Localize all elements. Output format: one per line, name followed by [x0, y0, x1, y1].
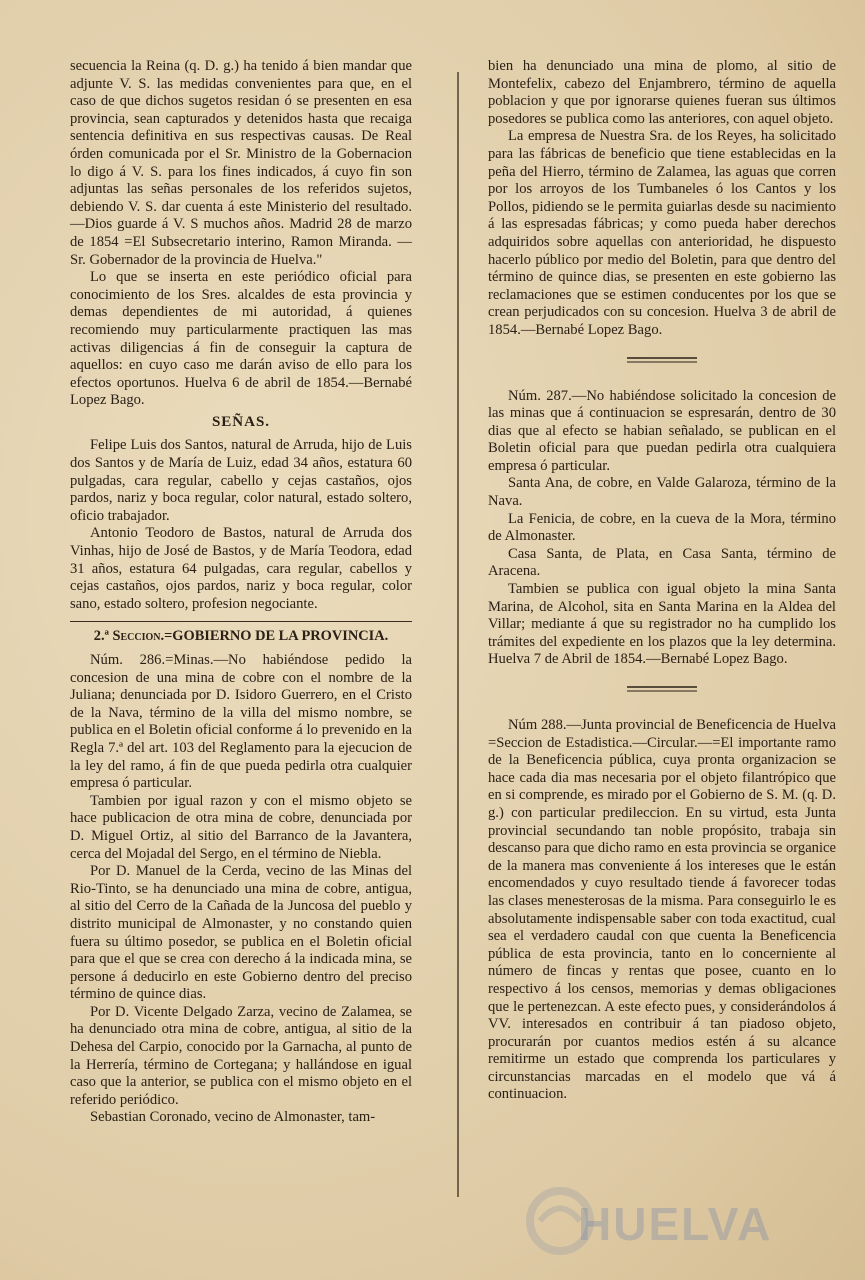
paragraph-description-antonio: Antonio Teodoro de Bastos, natural de Arruda dos Vinhas, hijo de José de Bastos, y de María Teodora, edad 31 años, estatura 64 pulgadas, cara regular, cabellos y cejas castaños, ojos pardos, nariz y boca regular, color sano, estado soltero, profesion negociante.: [70, 525, 412, 612]
section-title: =GOBIERNO DE LA PROVINCIA.: [164, 628, 389, 645]
ornament-divider-1: [627, 356, 697, 364]
paragraph-casa-santa: Casa Santa, de Plata, en Casa Santa, término de Aracena.: [488, 545, 836, 580]
paragraph-la-fenicia: La Fenicia, de cobre, en la cueva de la Mora, término de Almonaster.: [488, 510, 836, 545]
paragraph-santa-marina: Tambien se publica con igual objeto la mina Santa Marina, de Alcohol, sita en Santa Marina en la Aldea del Villar; mediante á que su registrador no ha cumplido los trámites del expediente en los plazos que la ley determina. Huelva 7 de Abril de 1854.—Bernabé Lopez Bago.: [488, 581, 836, 668]
paragraph-num-288: Núm 288.—Junta provincial de Beneficencia de Huelva =Seccion de Estadistica.—Circular.—=El importante ramo de la Beneficencia pública, cuya pronta organizacion se hace cada dia mas necesaria por el objeto filantrópico que en si comprende, es mirado por el Gobierno de S. M. (q. D. g.) con particular predileccion. En su virtud, esta Junta provincial secundando tan noble propósito, trabaja sin descanso para que dicho ramo en esta provincia se organice de la manera mas conveniente á los intereses que le están encomendados y cuyo resultado tiende á favorecer todas las clases menesterosas de la misma. Para conseguirlo le es absolutamente indispensable saber con toda exactitud, cual sea el verdadero caudal con que cuenta la Beneficencia pública de esta provincia, tanto en lo concerniente al número de fincas y rentas que posee, cuanto en lo respectivo á los censos, memorias y demas obligaciones que le pertenezcan. A este efecto pues, y considerándolos á VV. interesados en contribuir á tan piadoso objeto, procurarán por cuantos medios estén á su alcance remitirme un estado que comprenda los particulares y circunstancias marcadas en el modelo que vá á continuacion.: [488, 717, 836, 1103]
paragraph-empresa-reyes: La empresa de Nuestra Sra. de los Reyes, ha solicitado para las fábricas de beneficio que tiene establecidas en la peña del Hierro, término de Zalamea, las aguas que corren por los arroyos de los Tumbaneles ó los Cantos y los Pollos, pidiendo se le permita guiarlas desde su nacimiento á las espresadas fábricas; y como pueda haber derechos adquiridos sobre aquellas con anterioridad, he dispuesto hacerlo público por medio del Boletin, para que dentro del término de quince dias, se presenten en este gobierno las reclamaciones que se estimen conducentes por los que se crean perjudicados con su concesion. Huelva 3 de abril de 1854.—Bernabé Lopez Bago.: [488, 128, 836, 338]
section-word: Seccion.: [112, 628, 165, 645]
paragraph-mina-montefelix: bien ha denunciado una mina de plomo, al sitio de Montefelix, cabezo del Enjambrero, término de aquella poblacion y que por ignorarse quienes fueran sus últimos posedores se publica como las anteriores, con aquel objeto.: [488, 58, 836, 127]
paragraph-mina-javantera: Tambien por igual razon y con el mismo objeto se hace publicacion de otra mina de cobre, denunciada por D. Miguel Ortiz, al sitio del Barranco de la Javantera, cerca del Mojadal del Sergo, en el término de Niebla.: [70, 792, 412, 862]
paragraph-santa-ana: Santa Ana, de cobre, en Valde Galaroza, término de la Nava.: [488, 475, 836, 510]
left-column: [70, 58, 412, 1127]
paragraph-num-286: Núm. 286.=Minas.—No habiéndose pedido la concesion de una mina de cobre con el nombre de la Juliana; denunciada por D. Isidoro Guerrero, en el Cristo de la Nava, término de la villa del mismo nombre, se publica en el Boletin oficial conforme á lo prevenido en la Regla 7.ª del art. 103 del Reglamento para la ejecucion de la ley del ramo, á fin de que pueda pedirla otra cualquier empresa ó particular.: [70, 652, 412, 792]
paragraph-mina-juncosa: Por D. Manuel de la Cerda, vecino de las Minas del Rio-Tinto, se ha denunciado una mina de cobre, antigua, al sitio del Cerro de la Cañada de la Juncosa del pueblo y distrito municipal de Almonaster, y no constando quien fuera su último posedor, se publica en el Boletin oficial para que el que se crea con derecho á la indicada mina, se persone á deducirlo en este Gobierno dentro del preciso término de quince dias.: [70, 863, 412, 1003]
ornament-divider-2: [627, 685, 697, 693]
paragraph-insertion-notice: Lo que se inserta en este periódico oficial para conocimiento de los Sres. alcaldes de esta provincia y demas dependientes de mi autoridad, á quienes recomiendo muy particularmente practiquen las mas activas diligencias á fin de conseguir la captura de aquellos: en cuyo caso me darán aviso de ello para los efectos oportunos. Huelva 6 de abril de 1854.—Bernabé Lopez Bago.: [70, 269, 412, 409]
watermark-text: HUELVA: [578, 1198, 773, 1250]
right-column: [488, 58, 836, 1104]
paragraph-num-287: Núm. 287.—No habiéndose solicitado la concesion de las minas que á continuacion se espresarán, dentro de 30 dias que al efecto se habian señalado, se publican en el Boletin oficial para que puedan pedirla otra cualquiera empresa ó particular.: [488, 387, 836, 474]
paragraph-description-felipe: Felipe Luis dos Santos, natural de Arruda, hijo de Luis dos Santos y de María de Luiz, edad 34 años, estatura 60 pulgadas, cara regular, cabello y cejas castaños, ojos pardos, nariz y boca regular, color natural, estado soltero, oficio trabajador.: [70, 437, 412, 524]
paragraph-royal-order-continuation: secuencia la Reina (q. D. g.) ha tenido á bien mandar que adjunte V. S. las medidas convenientes para que, en el caso de que dichos sugetos residan ó se presenten en esa provincia, sean capturados y detenidos hasta que recaiga sentencia definitiva en sus respectivas causas. De Real órden comunicada por el Sr. Ministro de la Gobernacion lo digo á V. S. para los fines indicados, á cuyo fin son adjuntas las señas personales de los referidos sujetos, debiendo V. S. dar cuenta á este Ministerio del resultado.—Dios guarde á V. S muchos años. Madrid 28 de marzo de 1854 =El Subsecretario interino, Ramon Miranda. —Sr. Gobernador de la provincia de Huelva.": [70, 58, 412, 268]
paragraph-coronado-start: Sebastian Coronado, vecino de Almonaster, tam-: [90, 1109, 376, 1126]
paragraph-mina-garnacha: Por D. Vicente Delgado Zarza, vecino de Zalamea, se ha denunciado otra mina de cobre, antigua, al sitio de la Dehesa del Carpio, conocido por la Garnacha, al punto de la Herrería, término de Cortegana; y hallándose en igual caso que la anterior, se publica con el mismo objeto en el referido periódico.: [70, 1003, 412, 1108]
section-rule: [70, 621, 412, 622]
heading-senas: SEÑAS.: [211, 413, 271, 430]
section-heading-gobierno: [70, 628, 412, 646]
section-number: 2.ª: [93, 628, 109, 645]
column-divider: [457, 72, 459, 1197]
